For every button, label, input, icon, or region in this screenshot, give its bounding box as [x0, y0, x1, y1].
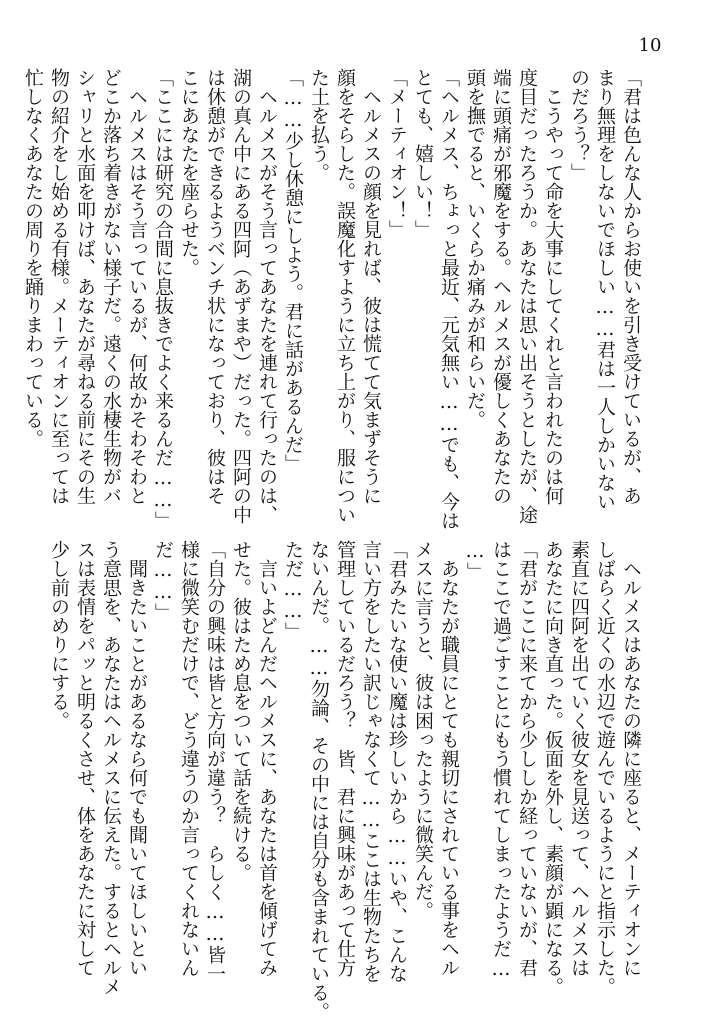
text-line: ヘルメスはあなたの隣に座ると、メーティオンに — [620, 540, 642, 977]
lower-text-block — [48, 540, 644, 1021]
text-line: ないんだ。……勿論、その中には自分も含まれている。 — [308, 540, 330, 1021]
text-line: 「メーティオン！」 — [386, 68, 408, 239]
text-line: こうやって命を大事にしてくれと言われたのは何 — [542, 68, 564, 505]
text-line: 顔をそらした。誤魔化すように立ち上がり、服につい — [334, 68, 356, 524]
text-line: 度目だったろうか。あなたは思い出そうとしたが、途 — [516, 68, 538, 524]
text-line: ただ……」 — [282, 540, 304, 641]
text-line: のだろう？」 — [568, 68, 590, 182]
text-line: 「……少し休憩にしよう。君に話があるんだ」 — [282, 68, 304, 473]
text-line: 少し前のめりにする。 — [48, 540, 70, 730]
text-line: 言いよどんだヘルメスに、あなたは首を傾げてみ — [256, 540, 278, 977]
text-line: だ……」 — [152, 540, 174, 622]
text-line: は休憩ができるようベンチ状になっており、彼はそ — [204, 68, 226, 505]
text-line: 端に頭痛が邪魔をする。ヘルメスが優しくあなたの — [490, 68, 512, 505]
text-line: 「君みたいな使い魔は珍しいから……いや、こんな — [386, 540, 408, 983]
text-line: せた。彼はため息をついて話を続ける。 — [230, 540, 252, 882]
text-line: こにあなたを座らせた。 — [178, 68, 200, 277]
text-line: シャリと水面を叩けば、あなたが尋ねる前にその生 — [74, 68, 96, 505]
text-line: た土を払う。 — [308, 68, 330, 182]
text-line: あなたが職員にとても親切にされている事をヘル — [438, 540, 460, 977]
text-line: 忙しなくあなたの周りを踊りまわっている。 — [22, 68, 44, 448]
text-line: ヘルメスはそう言っているが、何故かそわそわと — [126, 68, 148, 505]
text-line: 「自分の興味は皆と方向が違う？ らしく……皆一 — [204, 540, 226, 983]
text-line: 頭を撫でると、いくらか痛みが和らいだ。 — [464, 68, 486, 429]
text-line: しばらく近くの水辺で遊んでいるようにと指示した。 — [594, 540, 616, 996]
text-line: メスに言うと、彼は困ったように微笑んだ。 — [412, 540, 434, 920]
text-line: う意思を、あなたはヘルメスに伝えた。するとヘルメ — [100, 540, 122, 996]
text-line: とても、嬉しい！」 — [412, 68, 434, 239]
text-line: 物の紹介をし始める有様。メーティオンに至っては — [48, 68, 70, 505]
text-line: 「ヘルメス、ちょっと最近、元気無い……でも、今は — [438, 68, 460, 530]
text-line: 「ここには研究の合間に息抜きでよく来るんだ……」 — [152, 68, 174, 530]
text-line: 様に微笑むだけで、どう違うのか言ってくれないん — [178, 540, 200, 977]
text-line: ヘルメスの顔を見れば、彼は慌てて気まずそうに — [360, 68, 382, 505]
page-number: 10 — [638, 35, 662, 56]
text-line: …」 — [464, 540, 486, 581]
text-line: 「君がここに来てから少ししか経っていないが、君 — [516, 540, 538, 977]
text-line: スは表情をパッと明るくさせ、体をあなたに対して — [74, 540, 96, 977]
upper-text-block — [22, 68, 644, 530]
text-line: 湖の真ん中にある四阿（あずまや）だった。四阿の中 — [230, 68, 252, 524]
text-line: はここで過ごすことにもう慣れてしまったようだ… — [490, 540, 512, 980]
text-line: ヘルメスがそう言ってあなたを連れて行ったのは、 — [256, 68, 278, 524]
text-line: 「君は色んな人からお使いを引き受けているが、あ — [620, 68, 642, 505]
text-line: まり無理をしないでほしい……君は一人しかいない — [594, 68, 616, 511]
text-line: あなたに向き直った。仮面を外し、素顔が顕になる。 — [542, 540, 564, 996]
text-line: 管理しているだろう？ 皆、君に興味があって仕方 — [334, 540, 356, 977]
text-line: どこか落ち着きがない様子だ。遠くの水棲生物がバ — [100, 68, 122, 505]
text-line: 言い方をしたい訳じゃなくて……ここは生物たちを — [360, 540, 382, 983]
text-line: 聞きたいことがあるなら何でも聞いてほしいとい — [126, 540, 148, 977]
text-line: 素直に四阿を出ていく彼女を見送って、ヘルメスは — [568, 540, 590, 977]
